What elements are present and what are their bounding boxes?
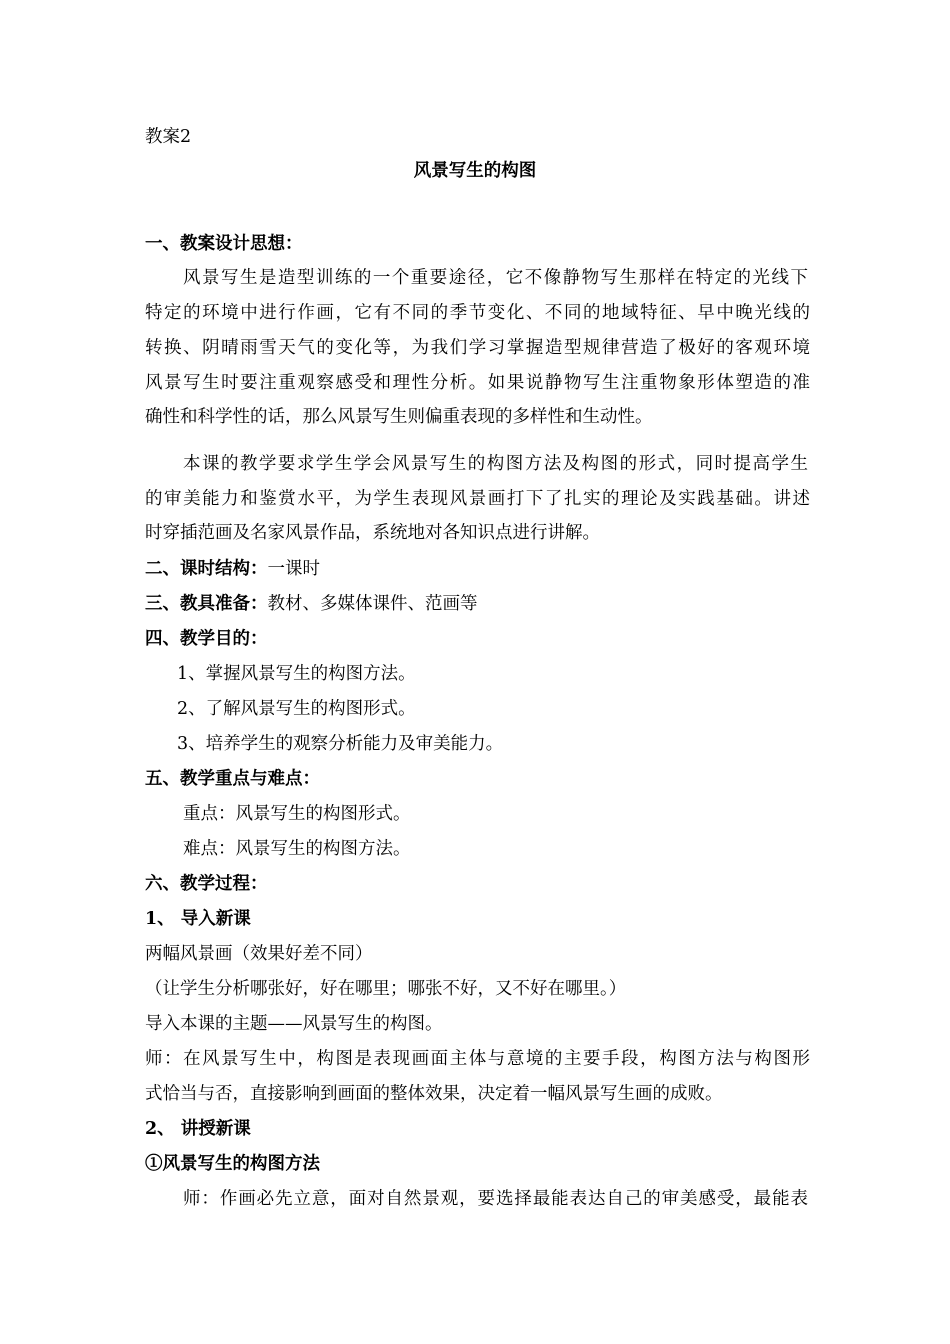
section-3 <box>145 593 810 615</box>
section-5-heading: 五、教学重点与难点： <box>145 769 320 789</box>
list-item: 3、培养学生的观察分析能力及审美能力。 <box>177 734 504 754</box>
list-item: 1、掌握风景写生的构图方法。 <box>177 664 416 684</box>
step-1-line: 式恰当与否，直接影响到画面的整体效果，决定着一幅风景写生画的成败。 <box>145 1084 723 1104</box>
section-2-heading: 二、课时结构： <box>145 559 268 579</box>
paragraph-line: 风景写生是造型训练的一个重要途径，它不像静物写生那样在特定的光线下 <box>183 268 808 288</box>
subsection-1-heading: ①风景写生的构图方法 <box>145 1154 320 1174</box>
paragraph-line: 师：作画必先立意，面对自然景观，要选择最能表达自己的审美感受，最能表 <box>183 1189 808 1209</box>
key-point: 重点：风景写生的构图形式。 <box>183 804 411 824</box>
step-1-line: 导入本课的主题——风景写生的构图。 <box>145 1014 443 1034</box>
step-1-line: 两幅风景画（效果好差不同） <box>145 944 373 964</box>
paragraph-line: 特定的环境中进行作画，它有不同的季节变化、不同的地域特征、早中晚光线的 <box>145 303 810 323</box>
section-3-heading: 三、教具准备： <box>145 594 268 614</box>
section-1-heading: 一、教案设计思想： <box>145 234 303 254</box>
step-1-line: 师：在风景写生中，构图是表现画面主体与意境的主要手段，构图方法与构图形 <box>145 1049 810 1069</box>
paragraph-line: 确性和科学性的话，那么风景写生则偏重表现的多样性和生动性。 <box>145 407 653 427</box>
paragraph-line: 本课的教学要求学生学会风景写生的构图方法及构图的形式，同时提高学生 <box>183 454 808 474</box>
section-4-heading: 四、教学目的： <box>145 629 268 649</box>
section-2 <box>145 558 810 580</box>
page-title: 风景写生的构图 <box>413 161 537 181</box>
doc-label: 教案2 <box>145 127 192 147</box>
paragraph-line: 风景写生时要注重观察感受和理性分析。如果说静物写生注重物象形体塑造的准 <box>145 373 810 393</box>
paragraph-line: 时穿插范画及名家风景作品，系统地对各知识点进行讲解。 <box>145 523 600 543</box>
paragraph-line: 转换、阴晴雨雪天气的变化等，为我们学习掌握造型规律营造了极好的客观环境 <box>145 338 810 358</box>
section-6-heading: 六、教学过程： <box>145 874 268 894</box>
section-3-text: 教材、多媒体课件、范画等 <box>267 594 478 614</box>
list-item: 2、了解风景写生的构图形式。 <box>177 699 416 719</box>
step-1-heading: 1、 导入新课 <box>145 909 251 929</box>
step-2-heading: 2、 讲授新课 <box>145 1119 251 1139</box>
paragraph-line: 的审美能力和鉴赏水平，为学生表现风景画打下了扎实的理论及实践基础。讲述 <box>145 489 810 509</box>
difficulty-point: 难点：风景写生的构图方法。 <box>183 839 411 859</box>
section-2-text: 一课时 <box>267 559 320 579</box>
step-1-line: （让学生分析哪张好，好在哪里；哪张不好，又不好在哪里。） <box>145 979 627 999</box>
